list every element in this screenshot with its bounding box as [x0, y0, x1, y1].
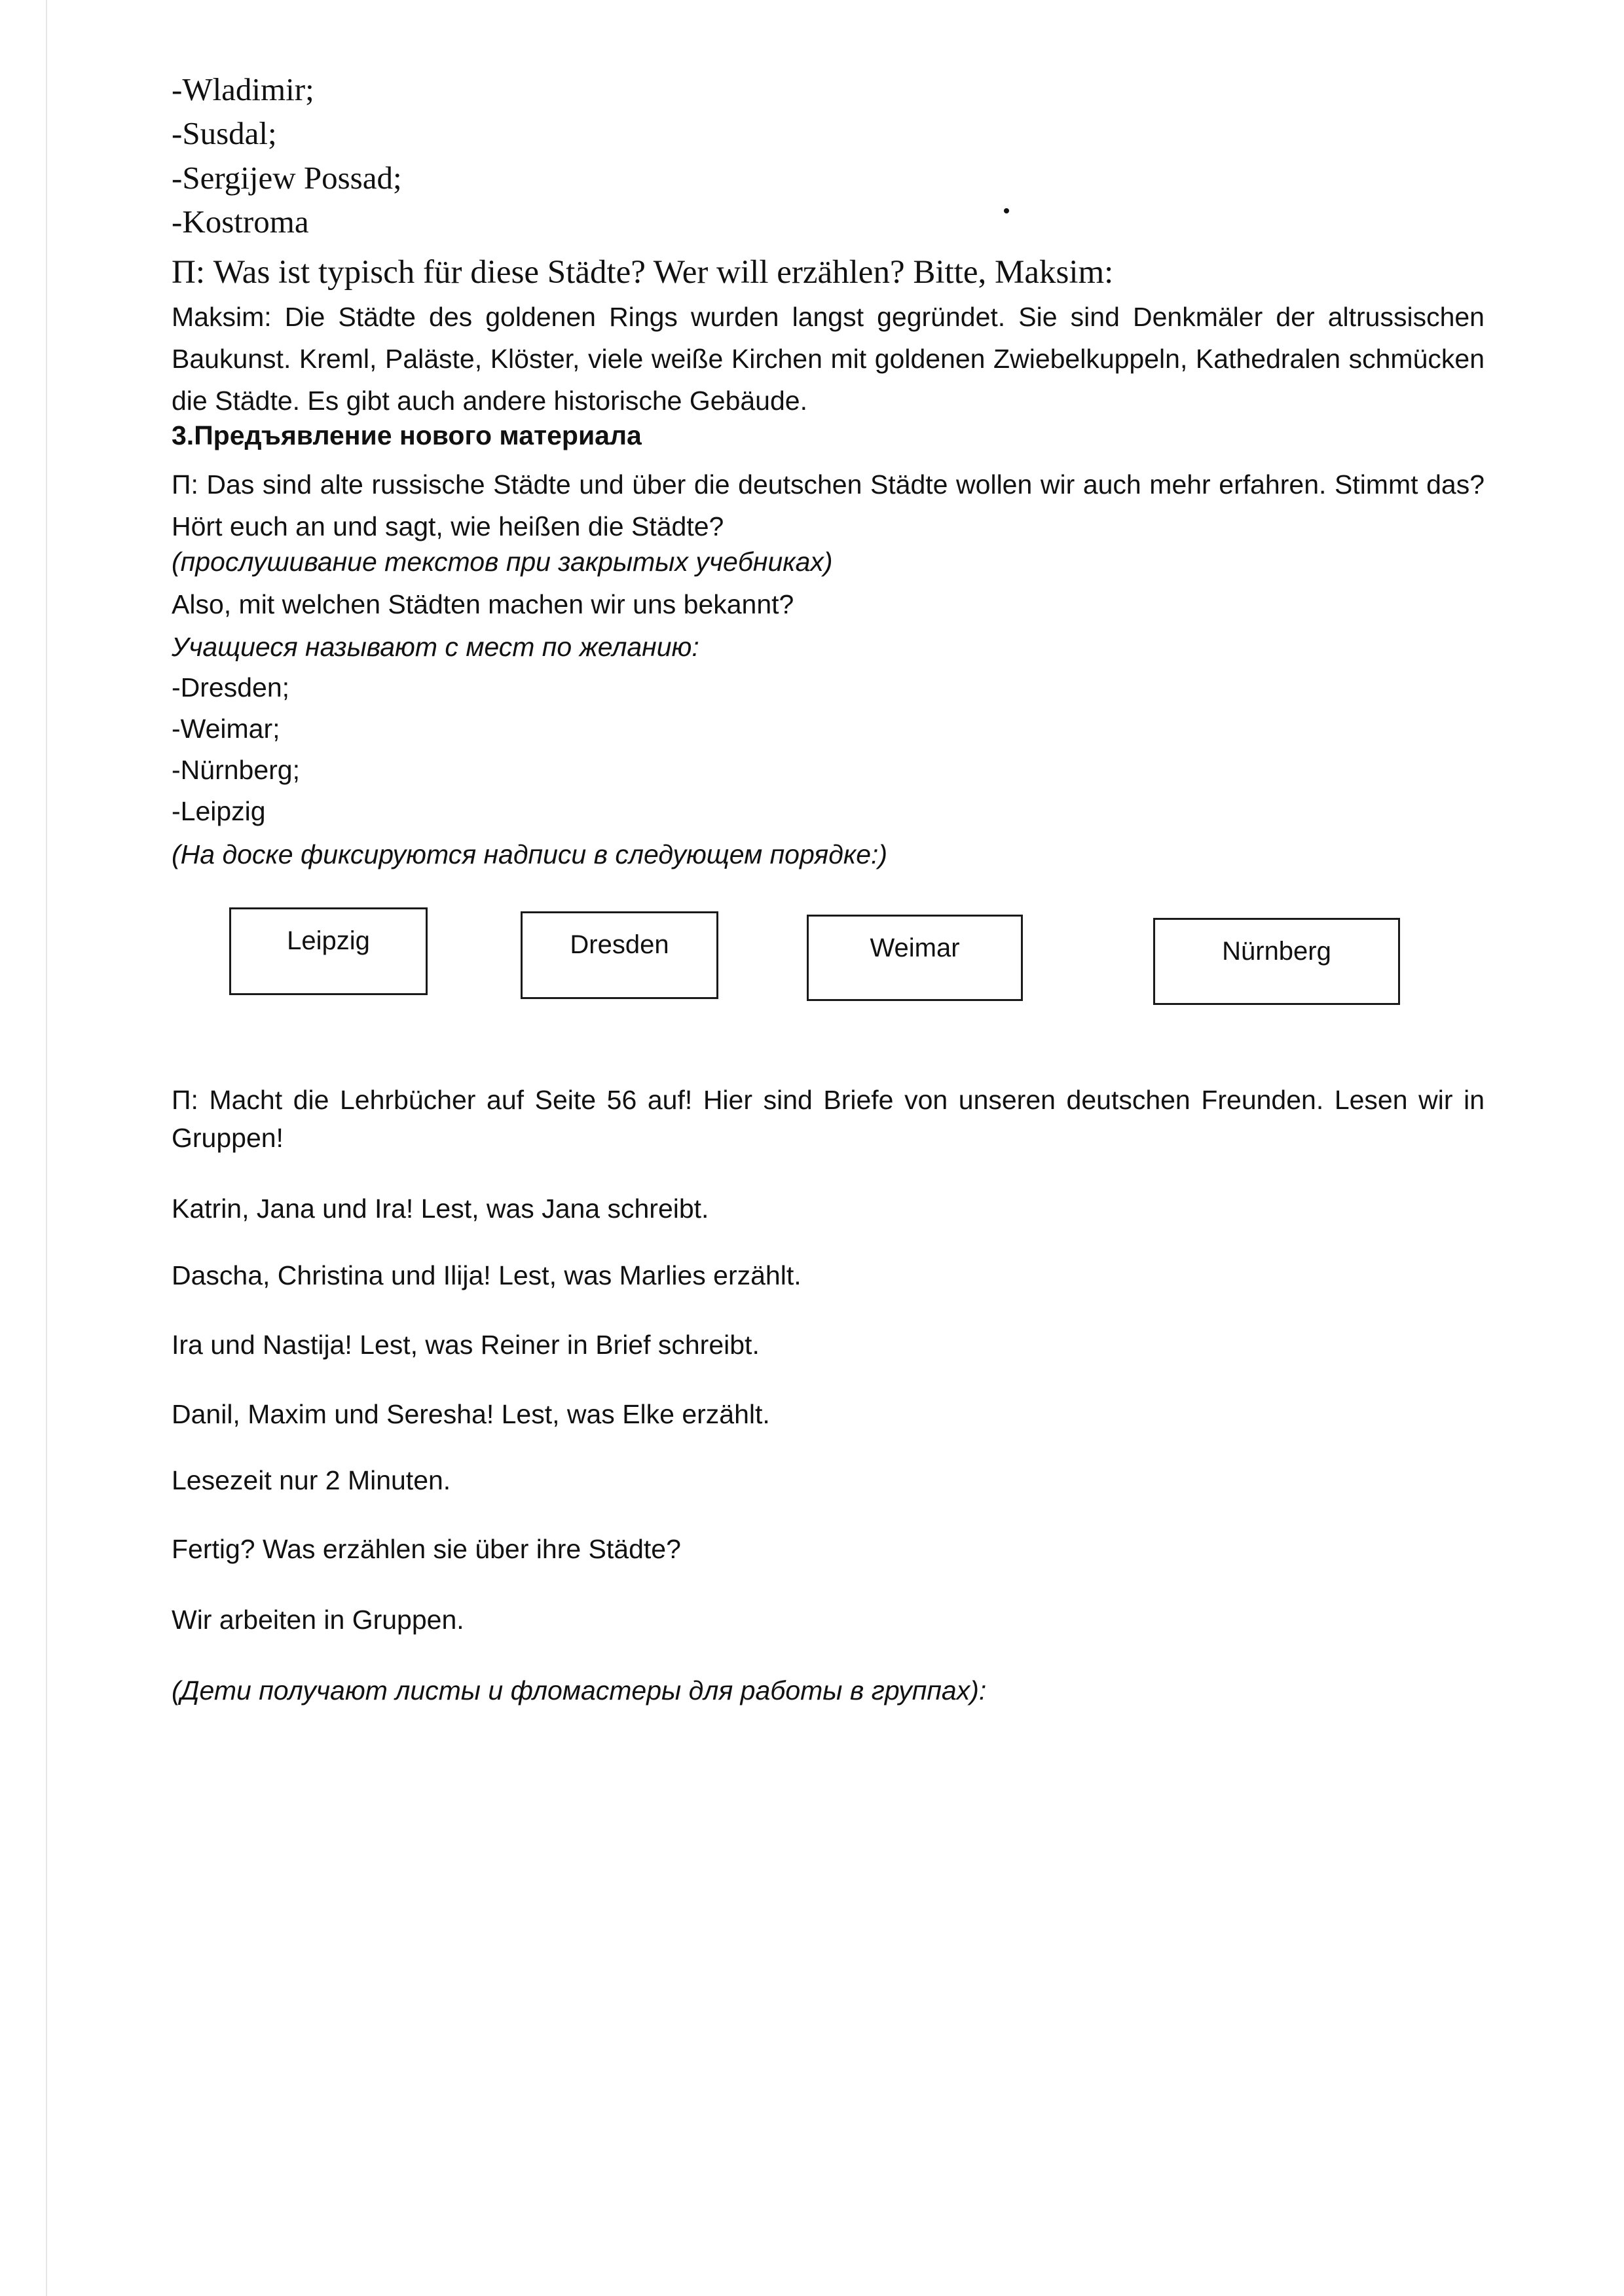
maksim-answer: Maksim: Die Städte des goldenen Rings wurden langst gegründet. Sie sind Denkmäler der altrussischen Baukunst. Kreml, Paläste, Klöster, viele weiße Kirchen mit goldenen Zwiebelkuppeln, Kathedralen schmücken die Städte. Es gibt auch andere historische Gebäude. [172, 302, 1485, 416]
listening-note: (прослушивание текстов при закрытых учебниках) [172, 547, 833, 577]
teacher-question: Also, mit welchen Städten machen wir uns bekannt? [172, 589, 794, 619]
city-list-item: -Kostroma [172, 204, 309, 240]
city-box-weimar: Weimar [807, 915, 1023, 1001]
city-box-dresden: Dresden [521, 911, 718, 999]
group-instruction: Dascha, Christina und Ilija! Lest, was Marlies erzählt. [172, 1260, 802, 1290]
group-instruction: Fertig? Was erzählen sie über ihre Städte? [172, 1534, 681, 1564]
city-box-leipzig: Leipzig [229, 907, 428, 995]
city-list-item: -Sergijew Possad; [172, 160, 402, 196]
scan-margin-line [46, 0, 47, 2296]
scan-speck [1004, 208, 1009, 213]
board-note: (На доске фиксируются надписи в следующем порядке:) [172, 839, 888, 869]
city-list-item: -Susdal; [172, 115, 277, 151]
group-instruction: Lesezeit nur 2 Minuten. [172, 1465, 451, 1495]
section-heading: 3.Предъявление нового материала [172, 420, 642, 450]
group-instruction: Ira und Nastija! Lest, was Reiner in Brief schreibt. [172, 1330, 760, 1360]
german-city-item: -Nürnberg; [172, 755, 300, 785]
group-instruction: Danil, Maxim und Seresha! Lest, was Elke erzählt. [172, 1399, 770, 1429]
city-list-item: -Wladimir; [172, 71, 314, 107]
intro-paragraph: П: Das sind alte russische Städte und über die deutschen Städte wollen wir auch mehr erfahren. Stimmt das? Hört euch an und sagt, wie heißen die Städte? [172, 469, 1485, 541]
students-note: Учащиеся называют с мест по желанию: [172, 632, 699, 662]
closing-note: (Дети получают листы и фломастеры для работы в группах): [172, 1675, 987, 1705]
teacher-question: П: Was ist typisch für diese Städte? Wer will erzählen? Bitte, Maksim: [172, 254, 1114, 291]
german-city-item: -Leipzig [172, 796, 266, 826]
city-box-nurnberg: Nürnberg [1153, 918, 1400, 1005]
german-city-item: -Weimar; [172, 714, 280, 744]
group-instruction: Katrin, Jana und Ira! Lest, was Jana schreibt. [172, 1194, 709, 1224]
group-instruction: Wir arbeiten in Gruppen. [172, 1605, 464, 1635]
german-city-item: -Dresden; [172, 672, 290, 702]
textbook-paragraph: П: Macht die Lehrbücher auf Seite 56 auf! Hier sind Briefe von unseren deutschen Freunden. Lesen wir in Gruppen! [172, 1085, 1485, 1153]
